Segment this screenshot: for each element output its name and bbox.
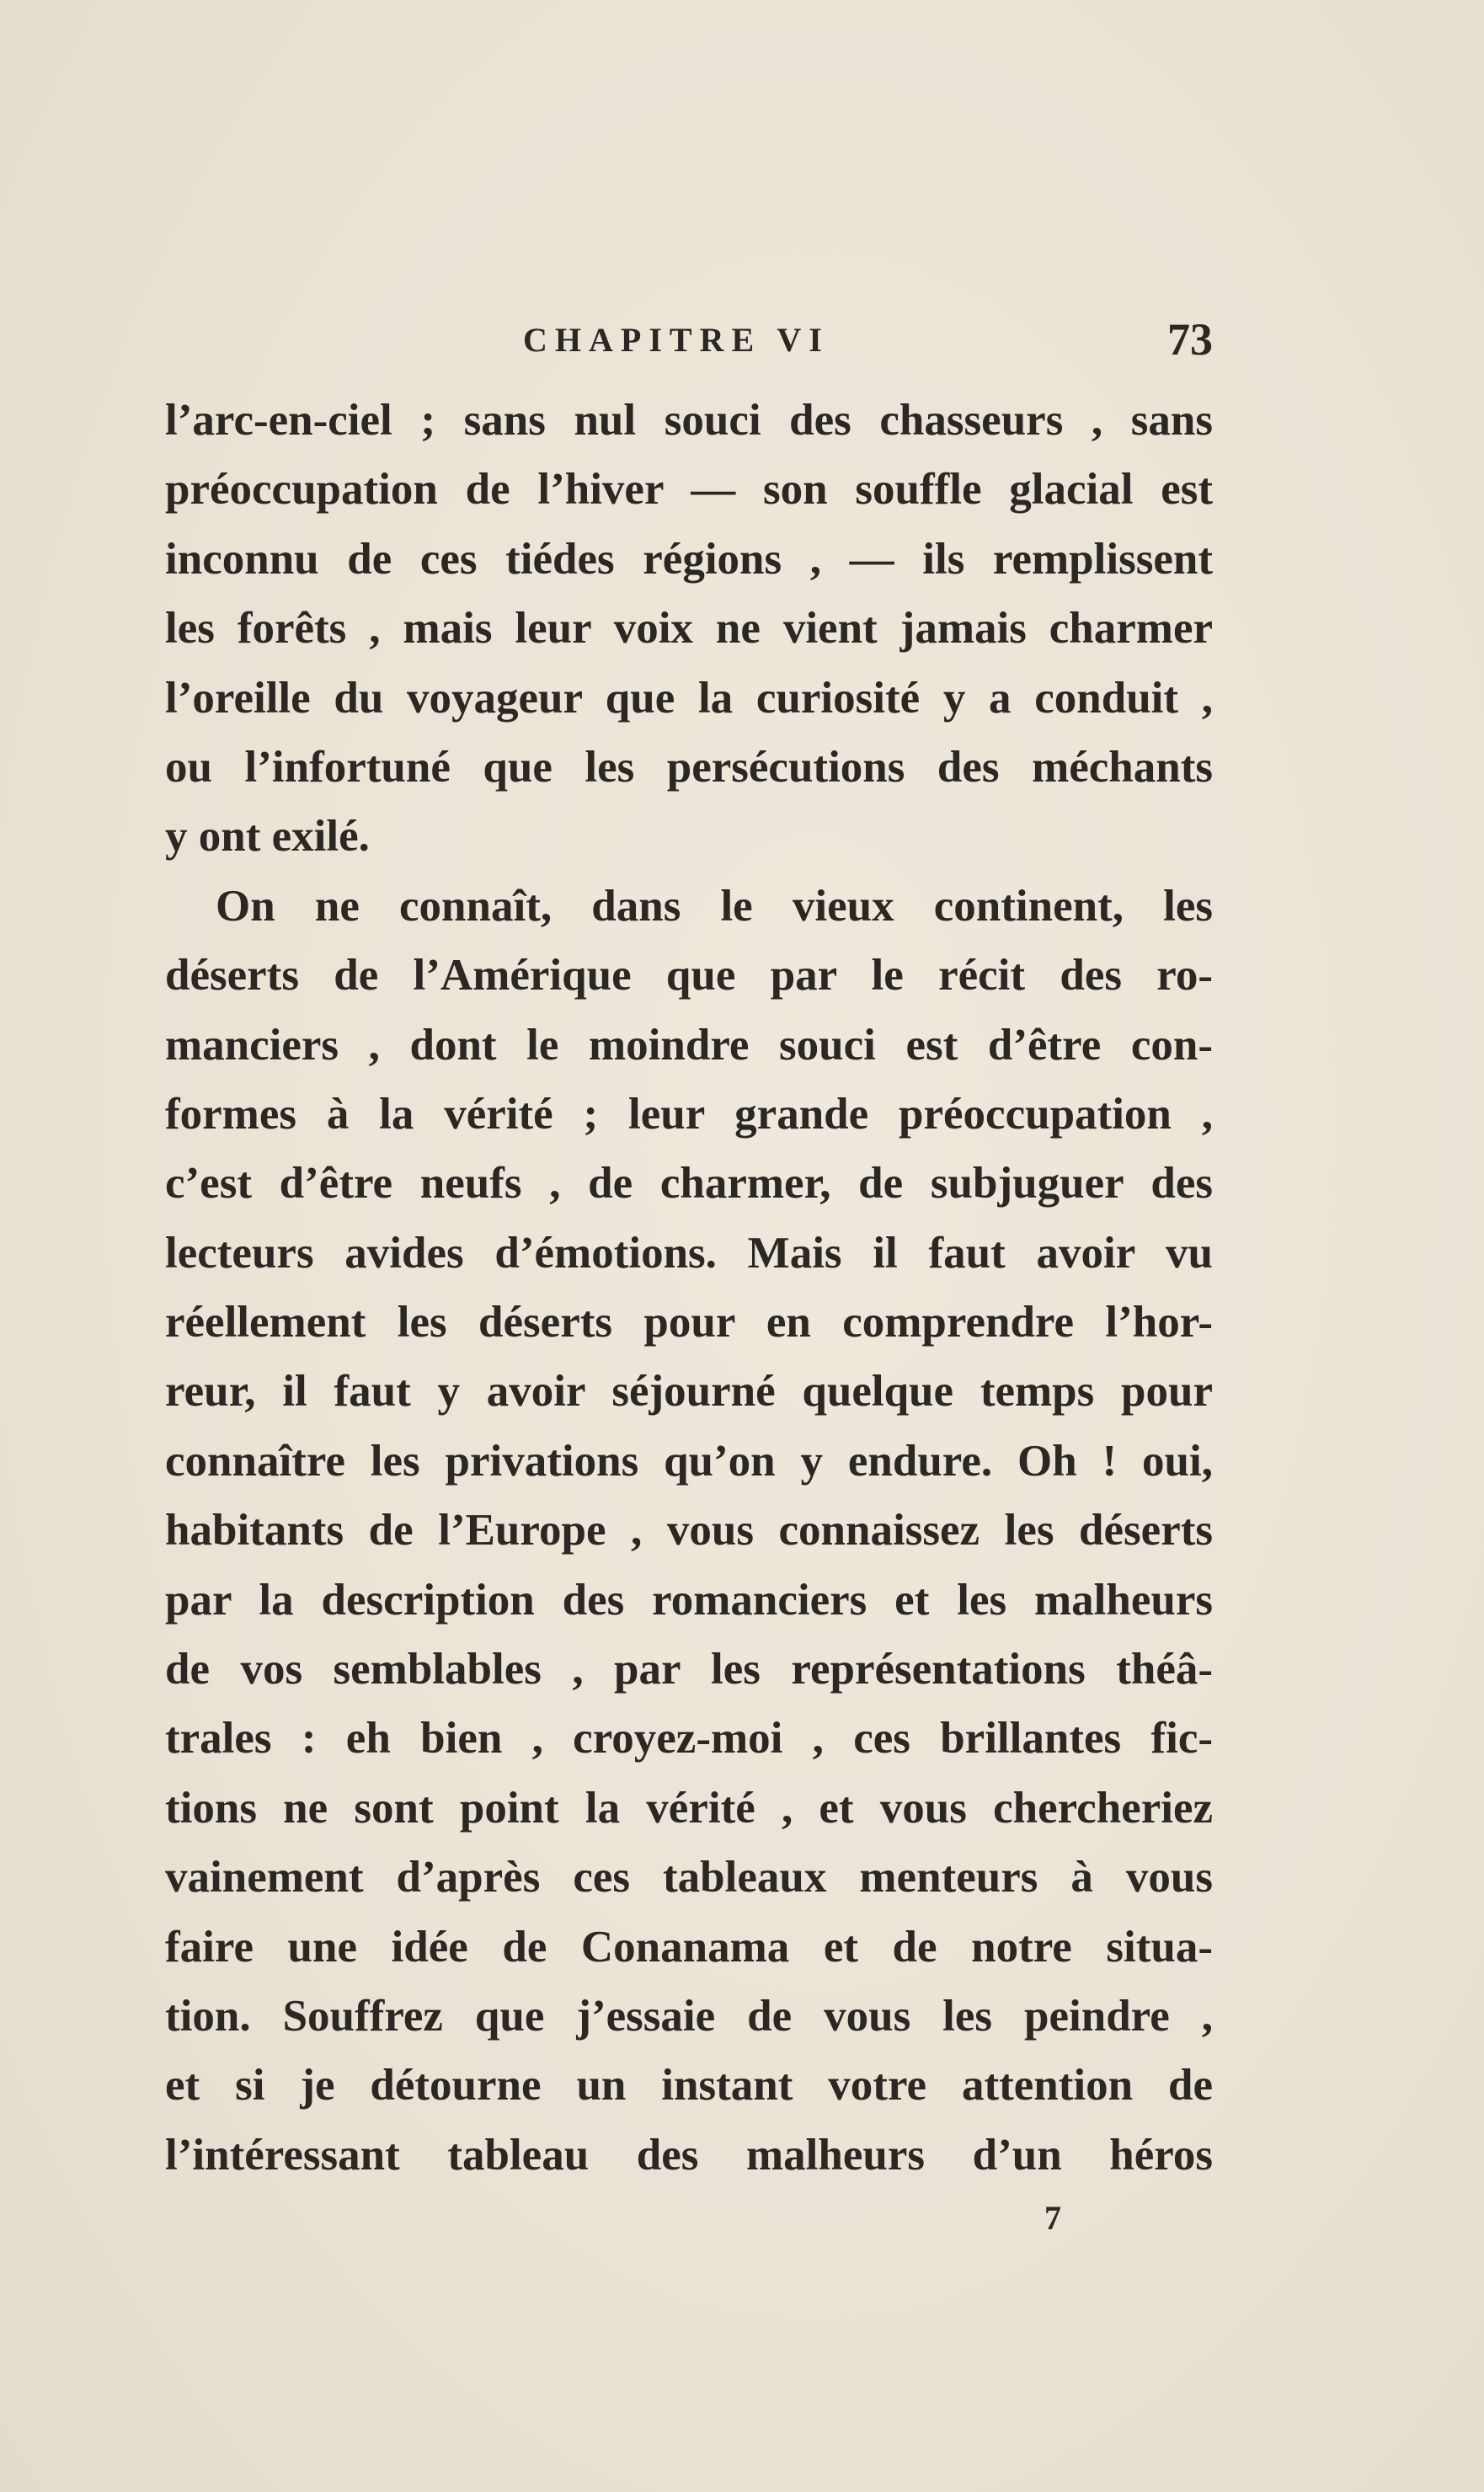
text-line: tions ne sont point la vérité , et vous chercheriez <box>165 1783 1213 1833</box>
paragraph-start-line: On ne connaît, dans le vieux continent, les <box>216 881 1213 931</box>
running-head <box>165 313 1213 372</box>
text-line: de vos semblables , par les représentations théâ- <box>165 1645 1213 1694</box>
text-line: l’intéressant tableau des malheurs d’un héros <box>165 2130 1213 2180</box>
text-line: inconnu de ces tiédes régions , — ils remplissent <box>165 534 1213 584</box>
text-line: préoccupation de l’hiver — son souffle glacial est <box>165 465 1213 515</box>
text-line: reur, il faut y avoir séjourné quelque temps pour <box>165 1367 1213 1417</box>
text-line: connaître les privations qu’on y endure. Oh ! oui, <box>165 1436 1213 1486</box>
running-title: CHAPITRE VI <box>523 321 830 359</box>
text-line: formes à la vérité ; leur grande préoccupation , <box>165 1089 1213 1139</box>
text-line: réellement les déserts pour en comprendre l’hor- <box>165 1298 1213 1347</box>
text-line: ou l’infortuné que les persécutions des méchants <box>165 742 1213 792</box>
text-line: l’oreille du voyageur que la curiosité y a conduit , <box>165 673 1213 723</box>
text-line: trales : eh bien , croyez-moi , ces brillantes fic- <box>165 1714 1213 1764</box>
text-line: vainement d’après ces tableaux menteurs à vous <box>165 1853 1213 1902</box>
text-line: faire une idée de Conanama et de notre situa- <box>165 1922 1213 1972</box>
text-line: par la description des romanciers et les malheurs <box>165 1575 1213 1625</box>
text-line: manciers , dont le moindre souci est d’être con- <box>165 1020 1213 1070</box>
page-number: 73 <box>1167 314 1213 365</box>
text-line: tion. Souffrez que j’essaie de vous les peindre , <box>165 1991 1213 2041</box>
text-line: les forêts , mais leur voix ne vient jamais charmer <box>165 604 1213 654</box>
body-text <box>165 386 1213 2190</box>
signature-mark: 7 <box>1044 2199 1061 2237</box>
text-line: déserts de l’Amérique que par le récit des ro- <box>165 951 1213 1001</box>
text-line: lecteurs avides d’émotions. Mais il faut avoir vu <box>165 1228 1213 1278</box>
text-line: habitants de l’Europe , vous connaissez les déserts <box>165 1506 1213 1555</box>
text-line: c’est d’être neufs , de charmer, de subjuguer des <box>165 1159 1213 1209</box>
text-line: y ont exilé. <box>165 812 370 862</box>
text-line: et si je détourne un instant votre attention de <box>165 2061 1213 2110</box>
text-line: l’arc-en-ciel ; sans nul souci des chasseurs , sans <box>165 396 1213 445</box>
